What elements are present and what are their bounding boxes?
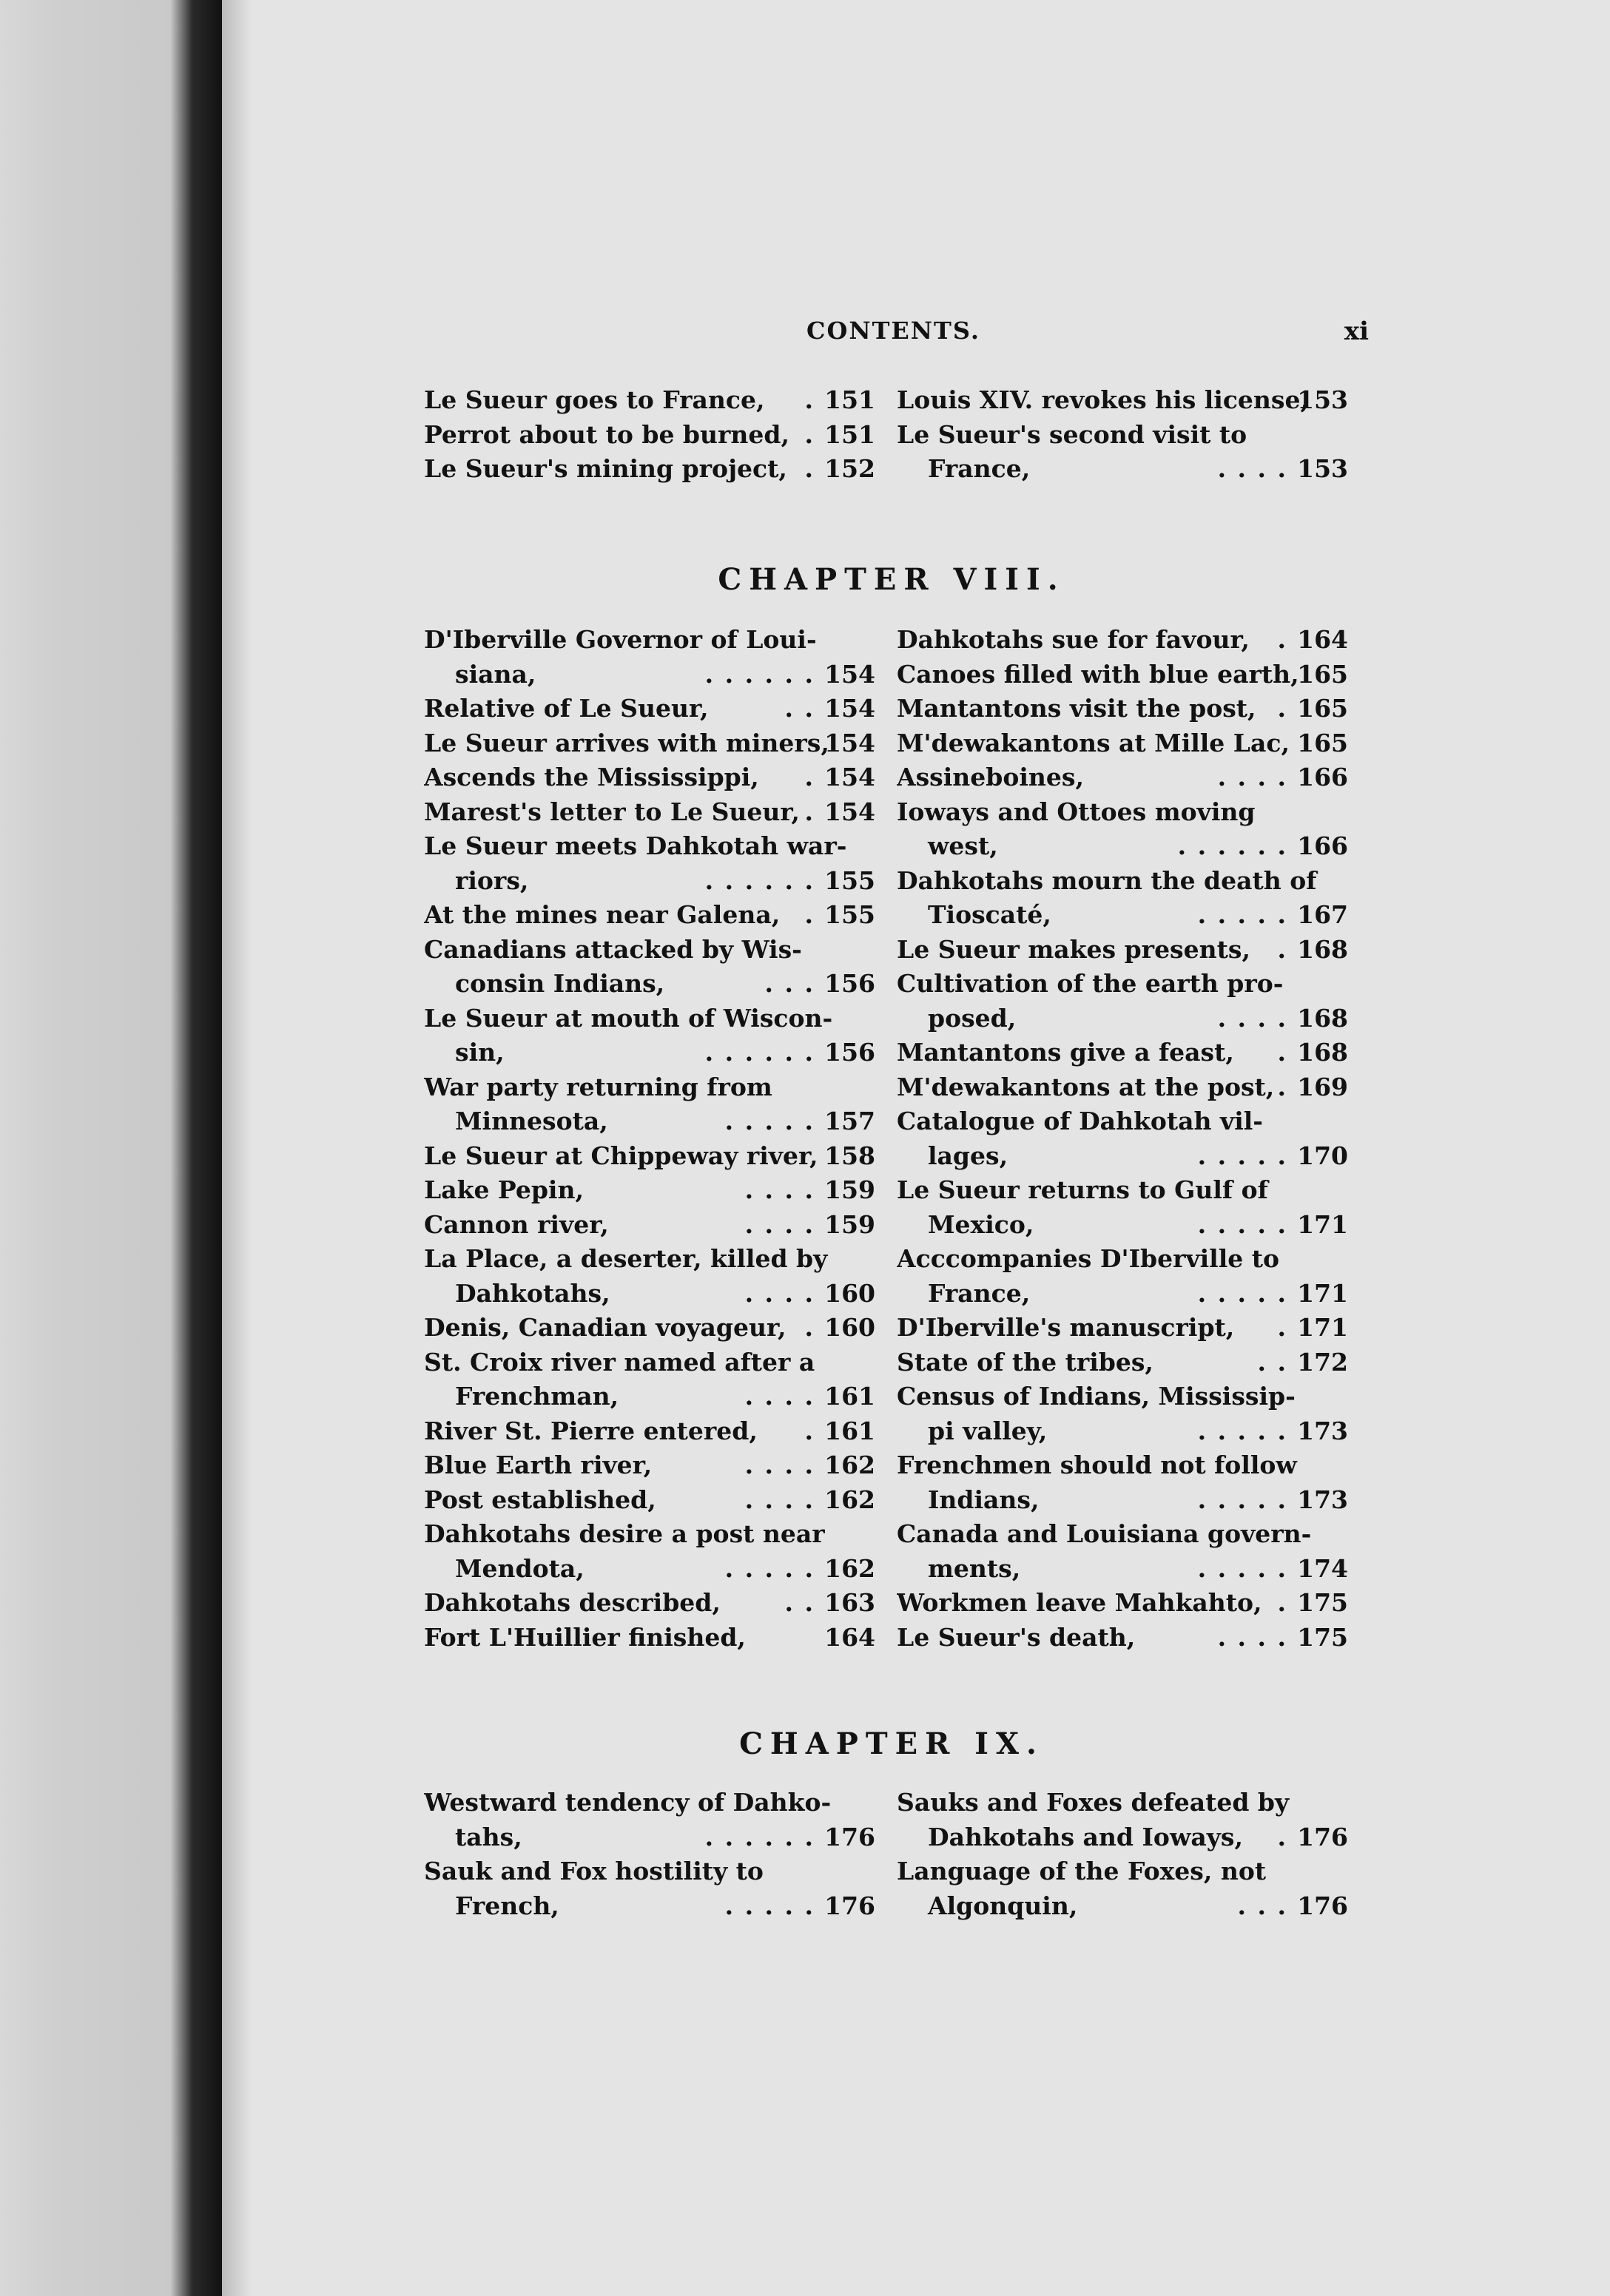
toc-entry-text: Catalogue of Dahkotah vil- — [897, 1107, 1263, 1135]
toc-entry-leader: . . — [1257, 1347, 1287, 1377]
toc-entry-leader: . . . . . — [1197, 1141, 1287, 1170]
toc-entry-page: 176 — [1297, 1822, 1348, 1851]
toc-entry-leader: . . . . . . — [704, 659, 815, 689]
toc-entry-text: Ioways and Ottoes moving — [897, 797, 1256, 826]
toc-entry-leader: . — [804, 1416, 815, 1445]
toc-entry-leader: . — [804, 419, 815, 449]
toc-entry-text: France, — [928, 1278, 1031, 1308]
toc-entry-text: Denis, Canadian voyageur, — [424, 1313, 787, 1342]
toc-entry-text: Le Sueur goes to France, — [424, 385, 765, 414]
toc-entry — [897, 829, 1348, 864]
toc-entry-text: Westward tendency of Dahko- — [424, 1788, 832, 1817]
toc-entry — [424, 418, 875, 453]
toc-entry-leader: . — [1277, 625, 1287, 654]
toc-entry-text: M'dewakantons at the post, — [897, 1072, 1275, 1101]
toc-entry-text: ments, — [928, 1553, 1021, 1583]
toc-entry-text: M'dewakantons at Mille Lac, — [897, 728, 1290, 757]
toc-entry-page: 153 — [1297, 454, 1348, 483]
toc-entry-leader: . — [804, 797, 815, 826]
toc-entry-leader: . . . . — [1217, 1622, 1287, 1652]
toc-entry — [897, 760, 1348, 795]
toc-entry-page: 168 — [1297, 1003, 1348, 1033]
toc-entry — [897, 1139, 1348, 1174]
toc-entry — [424, 1786, 875, 1820]
toc-entry-text: sin, — [455, 1038, 505, 1067]
toc-entry-page: 164 — [1297, 625, 1348, 654]
toc-entry-text: La Place, a deserter, killed by — [424, 1244, 828, 1273]
toc-entry-page: 157 — [824, 1107, 875, 1135]
toc-entry-text: tahs, — [455, 1822, 522, 1851]
toc-entry — [897, 1820, 1348, 1855]
toc-entry-page: 165 — [1297, 659, 1348, 689]
toc-entry — [897, 1448, 1348, 1483]
toc-entry-page: 153 — [1297, 385, 1348, 414]
toc-entry-text: State of the tribes, — [897, 1347, 1153, 1377]
toc-entry-page: 154 — [824, 659, 875, 689]
left-page-edge — [0, 0, 222, 2296]
toc-entry-text: posed, — [928, 1003, 1017, 1033]
toc-entry-leader: . . . . . — [1197, 1416, 1287, 1445]
toc-entry — [897, 1380, 1348, 1414]
toc-entry-text: Canada and Louisiana govern- — [897, 1519, 1312, 1548]
toc-entry-text: St. Croix river named after a — [424, 1347, 815, 1377]
toc-entry-page: 166 — [1297, 831, 1348, 860]
toc-entry-page: 159 — [824, 1175, 875, 1204]
toc-entry-text: Minnesota, — [455, 1107, 608, 1135]
toc-entry-page: 158 — [824, 1141, 875, 1170]
toc-entry-leader: . . . . — [1217, 763, 1287, 791]
toc-entry-leader: . — [804, 763, 815, 791]
toc-entry-leader: . . . . . . — [704, 865, 815, 895]
toc-entry — [424, 760, 875, 795]
toc-entry-text: Le Sueur at Chippeway river, — [424, 1141, 818, 1170]
toc-entry-text: Sauks and Foxes defeated by — [897, 1788, 1290, 1817]
toc-entry-leader: . . . . — [1217, 1003, 1287, 1033]
toc-entry — [897, 1854, 1348, 1889]
toc-entry-page: 164 — [824, 1622, 875, 1652]
toc-entry-leader: . . . . — [744, 1485, 815, 1514]
toc-entry-text: Assineboines, — [897, 763, 1084, 791]
toc-entry — [424, 1854, 875, 1889]
toc-entry — [424, 795, 875, 830]
toc-entry — [424, 1208, 875, 1243]
toc-entry-page: 172 — [1297, 1347, 1348, 1377]
toc-entry-leader: . . . — [1237, 1891, 1287, 1920]
toc-entry-text: D'Iberville Governor of Loui- — [424, 625, 817, 654]
toc-entry — [897, 1483, 1348, 1518]
toc-entry-text: Dahkotahs described, — [424, 1588, 721, 1617]
toc-entry — [897, 1208, 1348, 1243]
toc-entry — [424, 1483, 875, 1518]
toc-entry-text: Acccompanies D'Iberville to — [897, 1244, 1279, 1273]
toc-entry — [424, 1345, 875, 1380]
toc-entry — [897, 967, 1348, 1002]
toc-entry-leader: . . . . — [744, 1209, 815, 1239]
toc-entry — [897, 452, 1348, 487]
toc-entry — [897, 623, 1348, 658]
toc-entry-leader: . . . — [764, 969, 815, 998]
toc-entry-leader: . — [1277, 934, 1287, 964]
toc-entry-text: French, — [455, 1891, 559, 1920]
toc-entry-text: Perrot about to be burned, — [424, 419, 789, 449]
toc-entry-page: 168 — [1297, 934, 1348, 964]
toc-entry-text: Lake Pepin, — [424, 1175, 584, 1204]
toc-entry — [897, 1552, 1348, 1587]
toc-entry-page: 175 — [1297, 1622, 1348, 1652]
toc-entry-text: At the mines near Galena, — [424, 900, 781, 929]
toc-entry — [424, 1070, 875, 1105]
toc-entry — [424, 898, 875, 933]
toc-entry-leader: . . . . — [1217, 454, 1287, 483]
toc-entry — [897, 933, 1348, 968]
toc-entry-text: Blue Earth river, — [424, 1451, 653, 1479]
toc-entry-page: 166 — [1297, 763, 1348, 791]
toc-entry-page: 165 — [1297, 694, 1348, 723]
toc-entry-page: 156 — [824, 969, 875, 998]
toc-entry — [897, 692, 1348, 726]
toc-entry-page: 160 — [824, 1278, 875, 1308]
header-page-number: xi — [1344, 317, 1369, 346]
toc-entry-page: 162 — [824, 1485, 875, 1514]
toc-entry — [897, 795, 1348, 830]
toc-entry-text: Le Sueur arrives with miners, — [424, 728, 829, 757]
toc-entry-page: 155 — [824, 865, 875, 895]
toc-entry-page: 161 — [824, 1416, 875, 1445]
toc-entry-text: west, — [928, 831, 998, 860]
toc-entry-page: 163 — [824, 1588, 875, 1617]
toc-entry — [897, 1277, 1348, 1311]
toc-entry-text: Canoes filled with blue earth, — [897, 659, 1299, 689]
toc-entry-text: Marest's letter to Le Sueur, — [424, 797, 800, 826]
toc-entry-text: Dahkotahs, — [455, 1278, 610, 1308]
toc-entry — [897, 1070, 1348, 1105]
toc-entry-text: Sauk and Fox hostility to — [424, 1857, 764, 1885]
toc-column-right — [897, 1786, 1348, 1923]
toc-entry — [424, 967, 875, 1002]
toc-entry-page: 155 — [824, 900, 875, 929]
toc-entry-text: D'Iberville's manuscript, — [897, 1313, 1235, 1342]
toc-entry — [424, 1414, 875, 1449]
toc-entry-page: 165 — [1297, 728, 1348, 757]
toc-entry-leader: . . — [784, 1588, 815, 1617]
toc-entry-page: 170 — [1297, 1141, 1348, 1170]
toc-entry-text: siana, — [455, 659, 536, 689]
toc-entry-text: Le Sueur's death, — [897, 1622, 1136, 1652]
toc-entry-text: Dahkotahs desire a post near — [424, 1519, 825, 1548]
toc-entry-text: Frenchman, — [455, 1382, 619, 1411]
toc-entry — [424, 658, 875, 692]
toc-entry — [424, 1311, 875, 1345]
toc-entry-leader: . — [804, 385, 815, 414]
toc-entry — [424, 1820, 875, 1855]
toc-entry — [897, 1311, 1348, 1345]
toc-entry-page: 176 — [1297, 1891, 1348, 1920]
toc-entry — [424, 383, 875, 418]
toc-entry-text: Frenchmen should not follow — [897, 1451, 1297, 1479]
toc-entry-page: 161 — [824, 1382, 875, 1411]
toc-entry-page: 154 — [824, 763, 875, 791]
toc-entry-text: Louis XIV. revokes his license, — [897, 385, 1309, 414]
toc-entry-leader: . . . . . — [724, 1891, 815, 1920]
toc-entry-leader: . — [1277, 694, 1287, 723]
toc-entry-page: 174 — [1297, 1553, 1348, 1583]
toc-column-right — [897, 623, 1348, 1655]
toc-entry-text: Dahkotahs mourn the death of — [897, 865, 1317, 895]
toc-entry — [897, 1242, 1348, 1277]
toc-entry — [897, 1517, 1348, 1552]
toc-entry — [897, 1345, 1348, 1380]
toc-entry — [424, 1621, 875, 1655]
toc-entry-leader: . . . . — [744, 1175, 815, 1204]
toc-entry-leader: . . . . — [744, 1382, 815, 1411]
toc-entry-text: Dahkotahs and Ioways, — [928, 1822, 1243, 1851]
toc-entry-page: 151 — [824, 419, 875, 449]
toc-entry — [424, 829, 875, 864]
toc-entry-leader: . . . . . . — [1177, 831, 1287, 860]
toc-entry-leader: . . . . . . — [704, 1038, 815, 1067]
toc-entry — [424, 452, 875, 487]
toc-entry-text: Dahkotahs sue for favour, — [897, 625, 1250, 654]
toc-entry — [424, 933, 875, 968]
toc-entry — [897, 1586, 1348, 1621]
toc-entry-text: lages, — [928, 1141, 1008, 1170]
toc-entry — [424, 1036, 875, 1070]
toc-entry-page: 171 — [1297, 1278, 1348, 1308]
toc-entry-leader: . — [1277, 1588, 1287, 1617]
toc-entry-text: consin Indians, — [455, 969, 665, 998]
toc-entry-page: 162 — [824, 1451, 875, 1479]
toc-entry — [897, 1036, 1348, 1070]
toc-entry-page: 152 — [824, 454, 875, 483]
toc-entry-text: Tioscaté, — [928, 900, 1051, 929]
toc-entry-page: 162 — [824, 1553, 875, 1583]
toc-entry-page: 168 — [1297, 1038, 1348, 1067]
toc-entry-page: 171 — [1297, 1209, 1348, 1239]
toc-entry-text: Mantantons visit the post, — [897, 694, 1256, 723]
toc-entry — [897, 898, 1348, 933]
toc-entry-text: Indians, — [928, 1485, 1040, 1514]
toc-column-left — [424, 623, 875, 1655]
toc-entry — [897, 864, 1348, 899]
toc-entry-leader: . — [1277, 1822, 1287, 1851]
toc-entry — [897, 383, 1348, 418]
toc-entry — [424, 1889, 875, 1924]
header-title: CONTENTS. — [806, 317, 980, 345]
toc-entry-text: Le Sueur's mining project, — [424, 454, 787, 483]
toc-entry — [424, 1139, 875, 1174]
toc-entry — [424, 1448, 875, 1483]
toc-entry-text: Le Sueur makes presents, — [897, 934, 1250, 964]
toc-entry-page: 167 — [1297, 900, 1348, 929]
toc-entry — [424, 726, 875, 761]
toc-entry-leader: . . . . . — [724, 1553, 815, 1583]
toc-entry — [424, 864, 875, 899]
toc-entry-page: 176 — [824, 1822, 875, 1851]
toc-entry — [424, 1517, 875, 1552]
toc-entry-page: 173 — [1297, 1416, 1348, 1445]
toc-entry-page: 154 — [824, 797, 875, 826]
toc-entry-page: 173 — [1297, 1485, 1348, 1514]
toc-entry — [897, 1414, 1348, 1449]
toc-entry-text: Algonquin, — [928, 1891, 1078, 1920]
toc-entry — [897, 1786, 1348, 1820]
toc-entry-text: Cannon river, — [424, 1209, 609, 1239]
toc-entry-text: Canadians attacked by Wis- — [424, 934, 802, 964]
toc-entry — [897, 1002, 1348, 1036]
running-header — [414, 317, 1369, 361]
toc-entry — [424, 692, 875, 726]
toc-entry-text: Mendota, — [455, 1553, 585, 1583]
toc-entry — [424, 1002, 875, 1036]
toc-entry-page: 171 — [1297, 1313, 1348, 1342]
toc-entry-page: 159 — [824, 1209, 875, 1239]
toc-entry — [424, 1552, 875, 1587]
toc-entry-text: Le Sueur at mouth of Wiscon- — [424, 1003, 833, 1033]
toc-entry-leader: . — [804, 1313, 815, 1342]
toc-entry-leader: . . . . . — [1197, 900, 1287, 929]
toc-entry — [897, 658, 1348, 692]
toc-entry-text: River St. Pierre entered, — [424, 1416, 758, 1445]
page-gutter-shadow — [222, 0, 252, 2296]
toc-entry-leader: . . . . . — [1197, 1553, 1287, 1583]
toc-entry-text: Fort L'Huillier finished, — [424, 1622, 746, 1652]
toc-entry-leader: . — [804, 454, 815, 483]
toc-entry — [424, 1242, 875, 1277]
toc-entry — [897, 1173, 1348, 1208]
toc-entry-text: pi valley, — [928, 1416, 1048, 1445]
toc-entry-text: Mexico, — [928, 1209, 1034, 1239]
toc-entry-text: Language of the Foxes, not — [897, 1857, 1267, 1885]
toc-entry-text: Mantantons give a feast, — [897, 1038, 1234, 1067]
toc-entry-leader: . . . . . — [1197, 1209, 1287, 1239]
toc-entry — [424, 1380, 875, 1414]
toc-entry-leader: . . . . — [744, 1278, 815, 1308]
toc-column-left — [424, 383, 875, 487]
toc-entry-page: 156 — [824, 1038, 875, 1067]
toc-entry-text: Cultivation of the earth pro- — [897, 969, 1284, 998]
toc-entry-text: Ascends the Mississippi, — [424, 763, 759, 791]
toc-entry-page: 160 — [824, 1313, 875, 1342]
toc-entry-leader: . — [804, 900, 815, 929]
toc-column-left — [424, 1786, 875, 1923]
toc-entry-leader: . . . . — [744, 1451, 815, 1479]
toc-entry-text: France, — [928, 454, 1031, 483]
toc-entry — [424, 1277, 875, 1311]
toc-entry-text: Le Sueur's second visit to — [897, 419, 1247, 449]
toc-entry-text: riors, — [455, 865, 529, 895]
toc-entry-leader: . . . . . — [724, 1107, 815, 1135]
toc-entry-leader: . . . . . — [1197, 1278, 1287, 1308]
toc-entry-text: Post established, — [424, 1485, 656, 1514]
toc-entry-page: 154 — [824, 694, 875, 723]
toc-column-right — [897, 383, 1348, 487]
toc-entry — [897, 1889, 1348, 1924]
toc-entry-page: 176 — [824, 1891, 875, 1920]
toc-entry — [897, 1104, 1348, 1139]
toc-entry-text: Relative of Le Sueur, — [424, 694, 709, 723]
toc-entry-page: 151 — [824, 385, 875, 414]
chapter-heading: CHAPTER VIII. — [718, 562, 1065, 597]
toc-entry-leader: . . . . . . — [704, 1822, 815, 1851]
toc-entry-leader: . — [1277, 1038, 1287, 1067]
toc-entry-text: Le Sueur returns to Gulf of — [897, 1175, 1268, 1204]
toc-entry-text: Le Sueur meets Dahkotah war- — [424, 831, 847, 860]
toc-entry-leader: . . — [784, 694, 815, 723]
toc-entry-text: Workmen leave Mahkahto, — [897, 1588, 1262, 1617]
toc-entry — [897, 726, 1348, 761]
toc-entry — [424, 1586, 875, 1621]
toc-entry — [897, 418, 1348, 453]
toc-entry — [424, 623, 875, 658]
toc-entry — [424, 1173, 875, 1208]
toc-entry — [897, 1621, 1348, 1655]
toc-entry-page: 154 — [824, 728, 875, 757]
toc-entry — [424, 1104, 875, 1139]
toc-entry-text: War party returning from — [424, 1072, 772, 1101]
toc-entry-page: 169 — [1297, 1072, 1348, 1101]
toc-entry-leader: . — [1277, 1072, 1287, 1101]
toc-entry-page: 175 — [1297, 1588, 1348, 1617]
toc-entry-text: Census of Indians, Mississip- — [897, 1382, 1296, 1411]
toc-entry-leader: . — [1277, 1313, 1287, 1342]
toc-entry-leader: . . . . . — [1197, 1485, 1287, 1514]
chapter-heading: CHAPTER IX. — [739, 1726, 1044, 1761]
